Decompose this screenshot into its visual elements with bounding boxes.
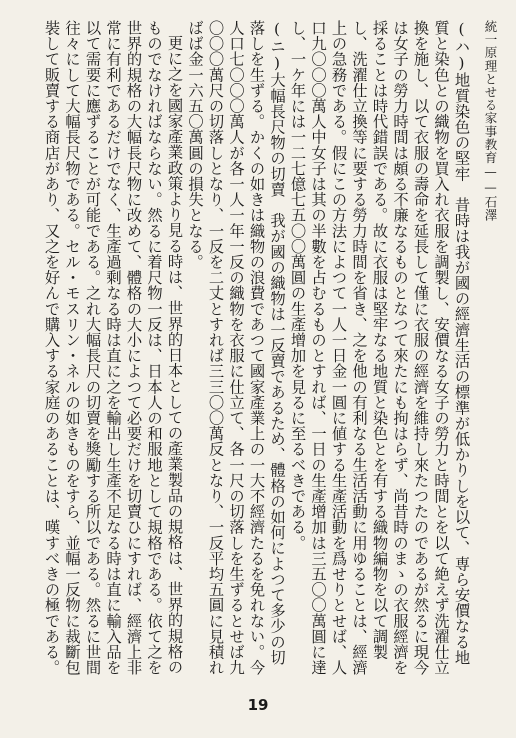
- paragraph-ni: (ニ)大幅長尺物の切賣 我が國の織物は一反賣であるため、體格の如何によつて多少の切落しを生ずる。かくの如きは織物の浪費であつて國家產業上の一大不經濟たるを免れない。今人口七〇〇〇萬人が各一人一年一反の織物を衣服に仕立て、各一尺の切落しを生ずるとせば九〇〇〇萬尺の切落しとなり、一反を二丈とすれば三三〇〇萬反となり、一反平均五圓に見積ればば金一六五〇萬圓の損失となる。: [186, 20, 286, 676]
- running-head: 統一原理とせる家事教育——石澤: [483, 20, 498, 222]
- page-number: 19: [247, 696, 269, 714]
- vertical-text-column: [30, 20, 500, 678]
- paragraph-ha: (ハ)地質染色の堅牢 昔時は我が國の經濟生活の標準が低かりしを以て、専ら安價なる地質と染色との織物を買入れ衣服を調製し、安價なる女子の勞力と時間とを以て絶えず洗濯仕立換を施し、以て衣服の壽命を延長して僅に衣服の經濟を維持し來たつたのであるが然るに現今は女子の勞力時間は頗る不廉なるものとなつて來たにも拘はらず、尚昔時のまゝの衣服經濟を採ることは時代錯誤である。故に衣服は堅牢なる地質と染色とを有する織物編物を以て調製し、洗濯仕立換等に要する勞力時間を省き、之を他の有利なる生活活動に用ゆることは、經濟上の急務である。假にこの方法によつて一人一日金一圓に値する生產活動を爲せりとせば、人口九〇〇〇萬人中女子は其の半數を占むるものとすれば、一日の生產增加は三五〇〇萬圓に達し、一ケ年には一二七億七五〇〇萬圓の生產增加を見るに至るべきである。: [288, 20, 471, 676]
- paragraph-policy: 更に之を國家產業政策より見る時は、世界的日本としての產業製品の規格は、世界的規格のものでなければならない。然るに着尺物一反は、日本人の和服地として規格である。依て之を世界的規格の大幅長尺物に改めて、體格の大小によつて必要だけを切賣ひにすれば、經濟上非常に有利であるだけでなく、生產過剩なる時は直に之を輸出し生產不足なる時は直に輸入品を以て需要に應ずることが可能である。之れ大幅長尺の切賣を獎勵する所以である。然るに世間往々にして大幅長尺物である。セル・モスリン・ネルの如きものをすら、並幅一反物に裁斷包裝して販賣する商店があり、又之を好んで購入する家庭のあることは、嘆すべきの極である。: [42, 20, 184, 676]
